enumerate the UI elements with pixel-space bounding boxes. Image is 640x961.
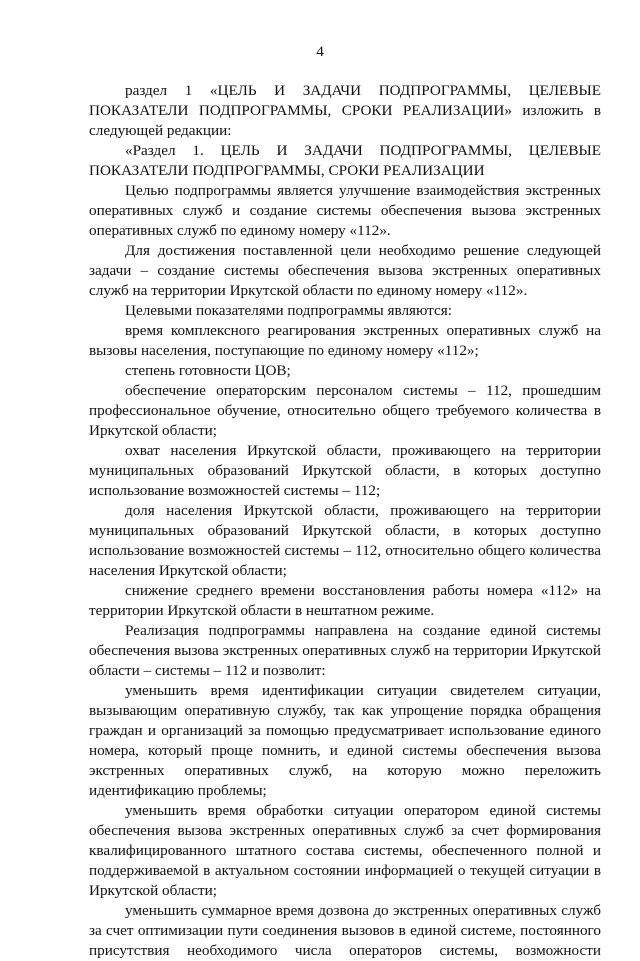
page-number: 4: [316, 43, 324, 60]
paragraph: «Раздел 1. ЦЕЛЬ И ЗАДАЧИ ПОДПРОГРАММЫ, ЦЕЛЕВЫЕ ПОКАЗАТЕЛИ ПОДПРОГРАММЫ, СРОКИ РЕАЛИЗАЦИИ: [89, 142, 601, 179]
paragraph: время комплексного реагирования экстренных оперативных служб на вызовы населения, поступающие по единому номеру «112»;: [89, 322, 601, 359]
paragraph: Реализация подпрограммы направлена на создание единой системы обеспечения вызова экстренных оперативных служб на территории Иркутской области – системы – 112 и позволит:: [89, 622, 601, 679]
paragraph: снижение среднего времени восстановления работы номера «112» на территории Иркутской области в нештатном режиме.: [89, 582, 601, 619]
paragraph: степень готовности ЦОВ;: [125, 362, 291, 379]
paragraph: доля населения Иркутской области, проживающего на территории муниципальных образований Иркутской области, в которых доступно использование возможностей системы – 112, относительно общего количества населения Иркутской области;: [89, 502, 601, 579]
paragraph: уменьшить суммарное время дозвона до экстренных оперативных служб за счет оптимизации пути соединения вызовов в единой системе, постоянного присутствия необходимого числа операторов системы, возможности: [89, 902, 601, 959]
paragraph: раздел 1 «ЦЕЛЬ И ЗАДАЧИ ПОДПРОГРАММЫ, ЦЕЛЕВЫЕ ПОКАЗАТЕЛИ ПОДПРОГРАММЫ, СРОКИ РЕАЛИЗАЦИИ» изложить в следующей редакции:: [89, 82, 601, 139]
paragraph: охват населения Иркутской области, проживающего на территории муниципальных образований Иркутской области, в которых доступно использование возможностей системы – 112;: [89, 442, 601, 499]
paragraph: Целью подпрограммы является улучшение взаимодействия экстренных оперативных служб и создание системы обеспечения вызова экстренных оперативных служб по единому номеру «112».: [89, 182, 601, 239]
document-body: [89, 81, 601, 961]
paragraph: уменьшить время обработки ситуации оператором единой системы обеспечения вызова экстренных оперативных служб за счет формирования квалифицированного штатного состава системы, обеспеченного полной и поддерживаемой в актуальном состоянии информацией о текущей ситуации в Иркутской области;: [89, 802, 601, 899]
paragraph: уменьшить время идентификации ситуации свидетелем ситуации, вызывающим оперативную службу, так как упрощение порядка обращения граждан и организаций за помощью предусматривает использование единого номера, который проще помнить, и единой системы обеспечения вызова экстренных оперативных служб, на которую можно переложить идентификацию проблемы;: [89, 682, 601, 799]
paragraph: обеспечение операторским персоналом системы – 112, прошедшим профессиональное обучение, относительно общего требуемого количества в Иркутской области;: [89, 382, 601, 439]
paragraph: Для достижения поставленной цели необходимо решение следующей задачи – создание системы обеспечения вызова экстренных оперативных служб на территории Иркутской области по единому номеру «112».: [89, 242, 601, 299]
paragraph: Целевыми показателями подпрограммы являются:: [125, 302, 452, 319]
